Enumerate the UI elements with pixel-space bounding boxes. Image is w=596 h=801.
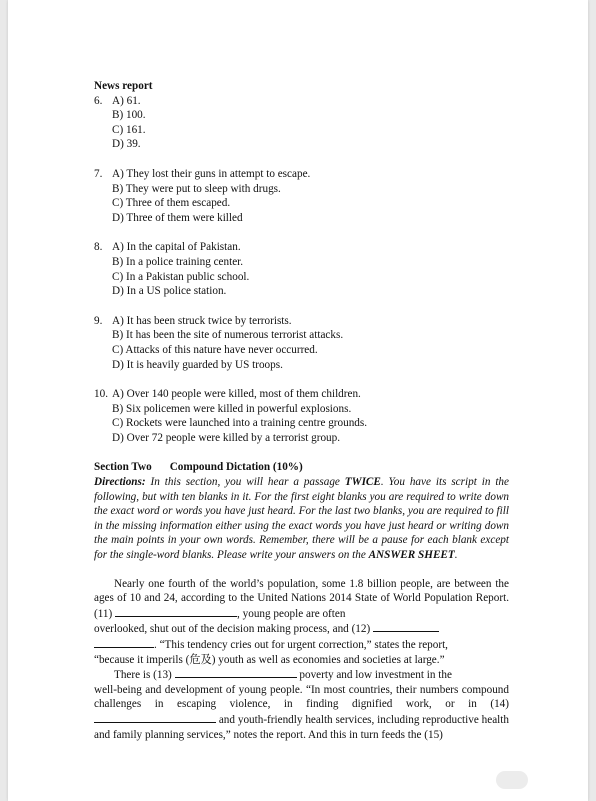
passage-line [94,621,509,637]
answer-option [94,284,509,299]
page-content [94,79,509,742]
option-text: A) Over 140 people were killed, most of them children. [112,388,361,401]
question-number: 7. [94,167,103,180]
question-number: 9. [94,314,103,327]
answer-option [94,196,509,211]
answer-option [94,94,509,109]
answer-option [94,358,509,373]
directions-emphasis-answer-sheet: ANSWER SHEET [368,549,455,562]
option-text: A) They lost their guns in attempt to escape. [112,167,311,180]
option-text: D) In a US police station. [112,285,227,298]
answer-option [94,255,509,270]
question-number: 6. [94,94,103,107]
option-text: B) Six policemen were killed in powerful explosions. [112,402,352,415]
document-page [8,0,588,801]
option-text: D) Over 72 people were killed by a terrorist group. [112,431,341,444]
blank-14[interactable] [94,712,216,723]
question-list [94,94,509,446]
question-number: 10. [94,388,108,401]
answer-option [94,314,509,329]
dictation-passage [94,577,509,743]
passage-text: , young people are often [237,607,346,620]
passage-line [94,637,509,653]
passage-text: Nearly one fourth of the world’s population, some 1.8 billion people, are between the ages of 10 and 24, according to the United Nations 2014 State of World Population Report. (11) [94,577,509,620]
section-two-label: Section Two [94,461,152,474]
answer-option [94,270,509,285]
option-text: C) 161. [112,123,146,136]
answer-option [94,137,509,152]
option-text: D) Three of them were killed [112,211,243,224]
answer-option [94,123,509,138]
passage-paragraph-1 [94,577,509,622]
option-text: B) In a police training center. [112,255,244,268]
blank-12b[interactable] [94,637,154,648]
answer-option [94,416,509,431]
question-item [94,240,509,298]
answer-option [94,431,509,446]
passage-text: overlooked, shut out of the decision making process, and (12) [94,623,374,636]
answer-option [94,167,509,182]
option-text: D) It is heavily guarded by US troops. [112,358,283,371]
directions-text: . You have its script in the following, but with ten blanks in it. For the first eight blanks you are required to write down the exact word or words you have just heard. For the last two blanks, you are required to fill in the missing information either using the exact words you have just heard or writing down the main points in your own words. Remember, there will be a pause for each blank except for the single-word blanks. Please write your answers on the [94,476,509,562]
answer-option [94,328,509,343]
passage-text: and youth-friendly health services, including reproductive health and family planning services,” notes the report. And this in turn feeds the (15) [94,713,509,741]
directions-label: Directions: [94,476,146,489]
question-item [94,387,509,445]
answer-option [94,343,509,358]
answer-option [94,182,509,197]
question-item [94,167,509,225]
section-heading: News report [94,80,153,92]
passage-text: well-being and development of young people. “In most countries, their numbers compound challenges in escaping violence, in finding dignified work, or in (14) [94,683,509,711]
passage-paragraph-2 [94,667,509,683]
directions-paragraph [94,475,509,563]
blank-12a[interactable] [373,621,439,632]
option-text: A) 61. [112,94,141,107]
option-text: C) Attacks of this nature have never occurred. [112,343,318,356]
blank-13[interactable] [175,667,297,678]
option-text: C) In a Pakistan public school. [112,270,250,283]
blank-11[interactable] [115,606,237,617]
option-text: B) 100. [112,109,146,122]
option-text: C) Rockets were launched into a training centre grounds. [112,417,368,430]
option-text: A) In the capital of Pakistan. [112,241,241,254]
section-two-subtitle: Compound Dictation (10%) [169,461,303,474]
answer-option [94,387,509,402]
option-text: D) 39. [112,138,141,151]
passage-line [94,683,509,742]
question-item [94,314,509,372]
question-number: 8. [94,241,103,254]
directions-text: . [454,549,458,562]
directions-emphasis-twice: TWICE [344,476,381,489]
option-text: C) Three of them escaped. [112,197,231,210]
passage-text: . “This tendency cries out for urgent correction,” states the report, [154,639,448,651]
option-text: B) They were put to sleep with drugs. [112,182,281,195]
option-text: B) It has been the site of numerous terrorist attacks. [112,329,344,342]
watermark-logo [496,771,528,789]
answer-option [94,108,509,123]
passage-text: poverty and low investment in the [296,669,452,682]
section-two-title [94,460,509,475]
option-text: A) It has been struck twice by terrorists. [112,314,292,327]
answer-option [94,240,509,255]
passage-text: “because it imperils (危及) youth as well as economies and societies at large.” [94,653,445,666]
passage-text: There is (13) [114,669,175,682]
question-item [94,94,509,152]
directions-text: In this section, you will hear a passage [145,476,345,489]
answer-option [94,211,509,226]
passage-line [94,653,509,668]
answer-option [94,402,509,417]
